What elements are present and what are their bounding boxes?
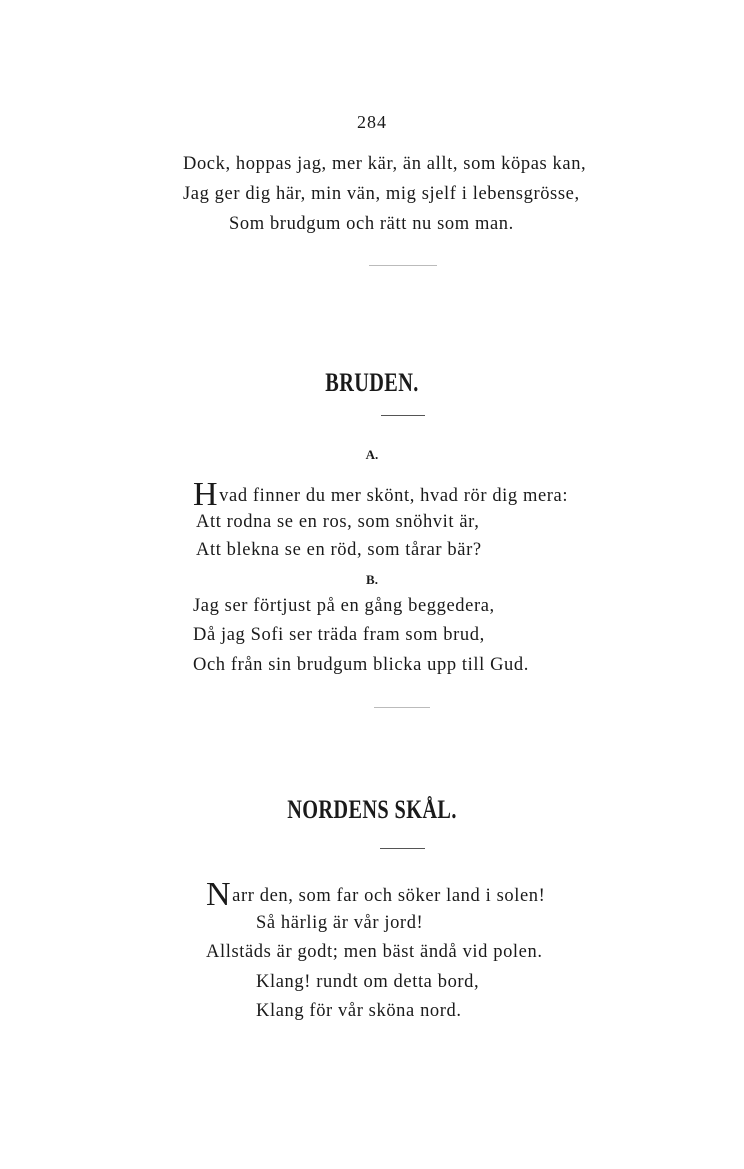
poem-title-nordens-skal: NORDENS SKÅL.: [287, 795, 457, 824]
poem-line-2: Jag ger dig här, min vän, mig sjelf i lebensgrösse,: [183, 184, 580, 204]
poem-line-3: Som brudgum och rätt nu som man.: [229, 214, 514, 234]
drop-cap-n: N: [206, 876, 232, 913]
stanza-a-line-3: Att blekna se en röd, som tårar bär?: [196, 540, 482, 560]
stanza-b-line-1: Jag ser förtjust på en gång beggedera,: [193, 596, 495, 616]
poem-title-bruden: BRUDEN.: [325, 368, 419, 397]
poem-line-1: Dock, hoppas jag, mer kär, än allt, som köpas kan,: [183, 154, 587, 174]
title-rule: [380, 848, 425, 849]
title-rule: [381, 415, 425, 416]
nordens-line-3: Allstäds är godt; men bäst ändå vid polen.: [206, 942, 543, 962]
nordens-line-1: Narr den, som far och söker land i solen!: [206, 876, 546, 913]
page-number: 284: [357, 112, 387, 132]
stanza-label-b: B.: [366, 572, 378, 587]
stanza-a-line-1: Hvad finner du mer skönt, hvad rör dig mera:: [193, 476, 569, 513]
stanza-b-line-3: Och från sin brudgum blicka upp till Gud.: [193, 655, 529, 675]
nordens-line-5: Klang för vår sköna nord.: [256, 1001, 462, 1021]
stanza-b-line-2: Då jag Sofi ser träda fram som brud,: [193, 625, 485, 645]
stanza-a-line-2: Att rodna se en ros, som snöhvit är,: [196, 512, 480, 532]
nordens-line-2: Så härlig är vår jord!: [256, 913, 424, 933]
stanza-label-a: A.: [365, 447, 379, 462]
section-divider: [374, 707, 430, 708]
drop-cap-h: H: [193, 476, 219, 513]
section-divider: [369, 265, 437, 266]
nordens-line-4: Klang! rundt om detta bord,: [256, 972, 480, 992]
